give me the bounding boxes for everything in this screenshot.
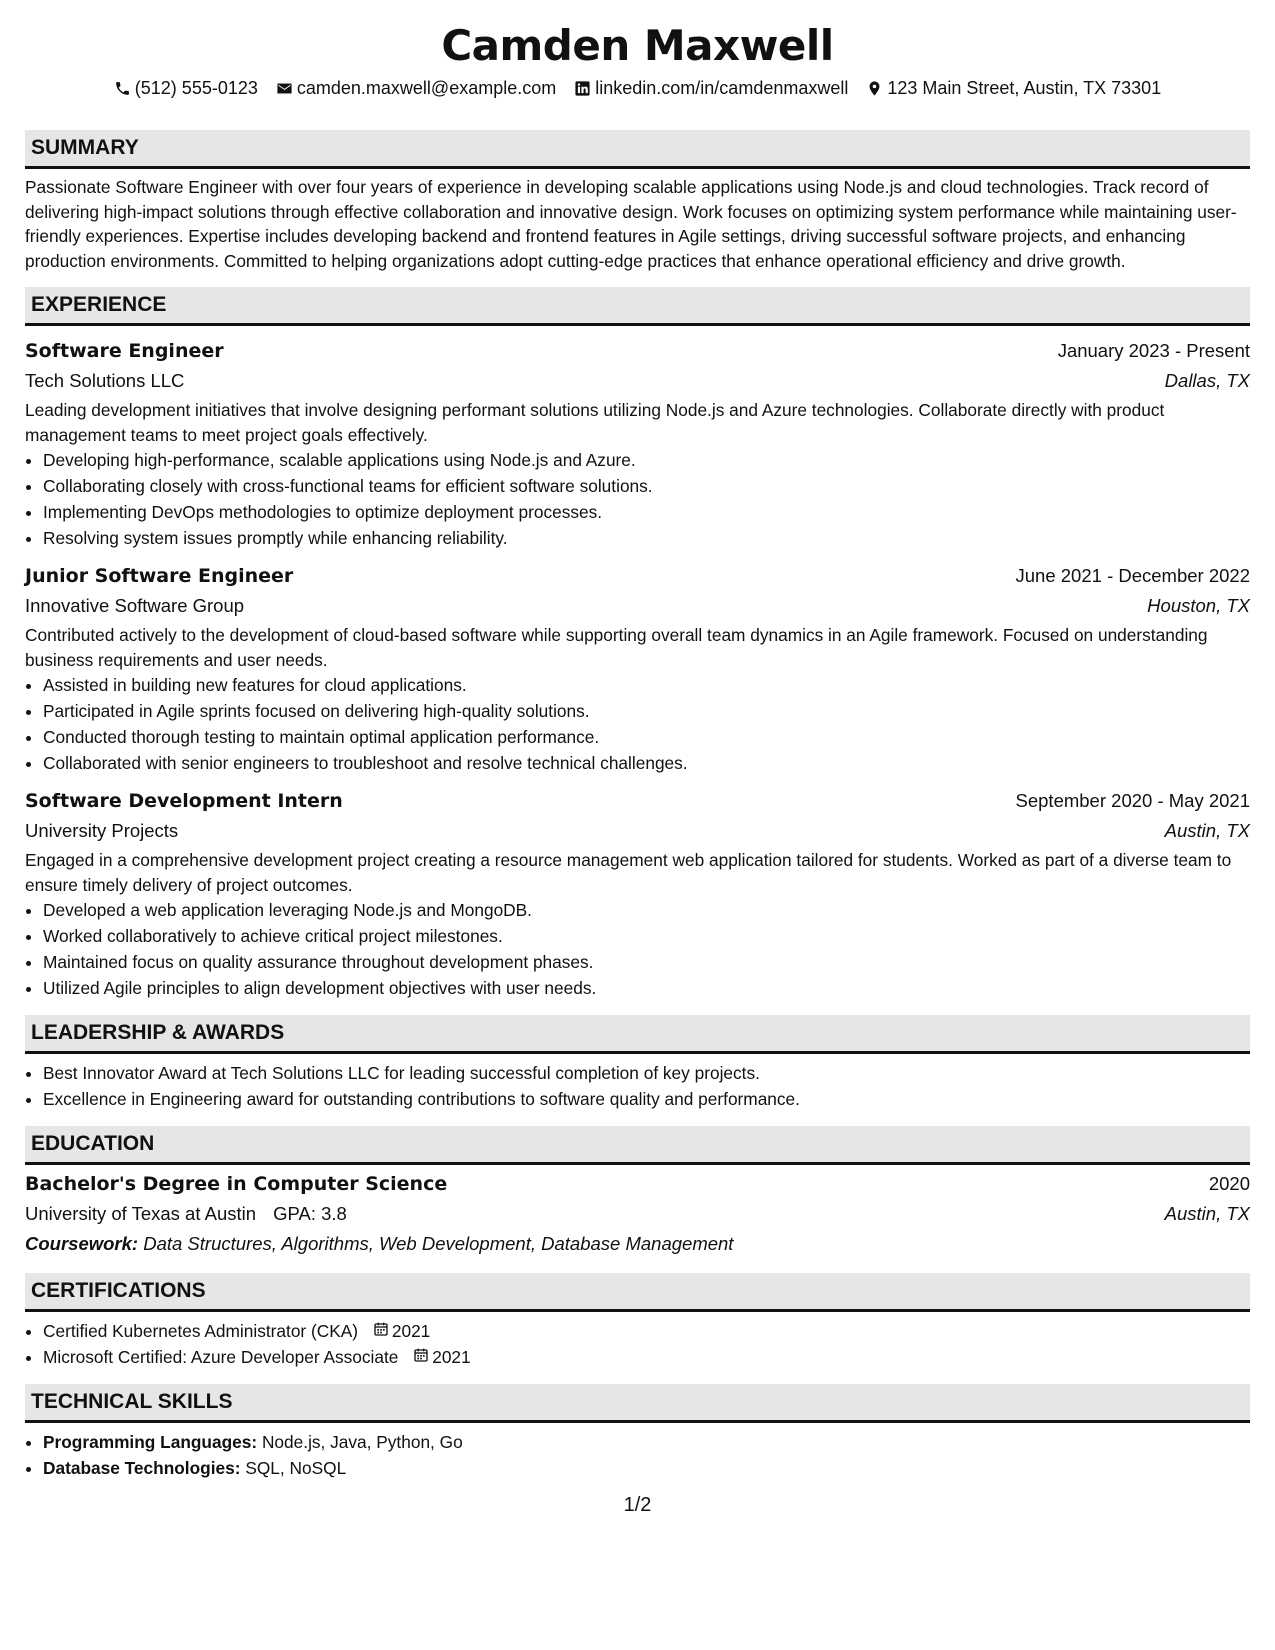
linkedin-icon	[574, 80, 591, 97]
linkedin-text: linkedin.com/in/camdenmaxwell	[595, 78, 849, 98]
envelope-icon	[276, 80, 293, 97]
experience-entry	[25, 786, 1250, 1001]
experience-entry	[25, 561, 1250, 776]
list-item: • Resolving system issues promptly while enhancing reliability.	[43, 525, 1250, 551]
contact-phone[interactable]	[114, 76, 258, 100]
calendar-icon	[373, 1318, 389, 1344]
map-pin-icon	[866, 80, 883, 97]
list-item: • Conducted thorough testing to maintain optimal application performance.	[43, 724, 1250, 750]
job-title: Software Engineer	[25, 340, 224, 362]
contact-address	[866, 76, 1161, 100]
job-location: Austin, TX	[1164, 820, 1250, 841]
job-dates: January 2023 - Present	[1057, 340, 1250, 361]
job-description: Engaged in a comprehensive development project creating a resource management web application tailored for students. Worked as part of a diverse team to ensure timely delivery of project outcomes.	[25, 850, 1232, 895]
list-item: • Utilized Agile principles to align development objectives with user needs.	[43, 975, 1250, 1001]
section-heading-summary: SUMMARY	[25, 130, 1250, 169]
phone-text: (512) 555-0123	[134, 78, 258, 98]
candidate-name: Camden Maxwell	[441, 21, 834, 70]
skill-label: Database Technologies:	[43, 1458, 241, 1478]
job-dates: September 2020 - May 2021	[1015, 790, 1250, 811]
section-heading-skills: TECHNICAL SKILLS	[25, 1384, 1250, 1423]
skills-list	[25, 1429, 1250, 1481]
resume-page	[25, 18, 1250, 1481]
contact-bar	[25, 76, 1250, 100]
job-bullets	[25, 672, 1250, 776]
list-item	[43, 1455, 1250, 1481]
graduation-year: 2020	[1208, 1173, 1250, 1194]
job-description: Leading development initiatives that involve designing performant solutions utilizing Node.js and Azure technologies. Collaborate directly with product management teams to meet project goals effectively.	[25, 400, 1165, 445]
job-title: Junior Software Engineer	[25, 565, 294, 587]
job-description: Contributed actively to the development of cloud-based software while supporting overall team dynamics in an Agile framework. Focused on understanding business requirements and user needs.	[25, 625, 1208, 670]
job-company: Innovative Software Group	[25, 595, 245, 616]
cert-year: 2021	[432, 1347, 471, 1367]
list-item: • Participated in Agile sprints focused on delivering high-quality solutions.	[43, 698, 1250, 724]
skill-value: SQL, NoSQL	[245, 1458, 347, 1478]
contact-linkedin[interactable]	[574, 76, 848, 100]
school-location: Austin, TX	[1164, 1203, 1250, 1224]
section-heading-education: EDUCATION	[25, 1126, 1250, 1165]
list-item: • Collaborating closely with cross-functional teams for efficient software solutions.	[43, 473, 1250, 499]
cert-name: Microsoft Certified: Azure Developer Associate	[43, 1347, 399, 1367]
cert-year: 2021	[391, 1321, 431, 1341]
address-text: 123 Main Street, Austin, TX 73301	[887, 78, 1162, 98]
list-item: • Developing high-performance, scalable applications using Node.js and Azure.	[43, 447, 1250, 473]
job-title: Software Development Intern	[25, 790, 343, 812]
certifications-list	[25, 1318, 1250, 1370]
job-dates: June 2021 - December 2022	[1015, 565, 1250, 586]
job-company: Tech Solutions LLC	[25, 370, 185, 391]
list-item: • Developed a web application leveraging Node.js and MongoDB.	[43, 897, 1250, 923]
school-name: University of Texas at Austin	[25, 1203, 257, 1224]
coursework	[25, 1229, 1250, 1259]
page-number: 1/2	[623, 1494, 652, 1516]
education-entry	[25, 1169, 1250, 1259]
job-bullets	[25, 447, 1250, 551]
list-item: • Collaborated with senior engineers to troubleshoot and resolve technical challenges.	[43, 750, 1250, 776]
experience-entry	[25, 336, 1250, 551]
phone-icon	[114, 80, 131, 97]
section-heading-certifications: CERTIFICATIONS	[25, 1273, 1250, 1312]
job-location: Houston, TX	[1147, 595, 1250, 616]
leadership-list	[25, 1060, 1250, 1112]
coursework-list: Data Structures, Algorithms, Web Development, Database Management	[143, 1233, 734, 1254]
list-item	[43, 1344, 1250, 1370]
email-text: camden.maxwell@example.com	[296, 78, 557, 98]
coursework-label: Coursework:	[25, 1233, 139, 1254]
list-item: • Worked collaboratively to achieve critical project milestones.	[43, 923, 1250, 949]
list-item: • Best Innovator Award at Tech Solutions LLC for leading successful completion of key projects.	[43, 1060, 1250, 1086]
list-item: • Implementing DevOps methodologies to optimize deployment processes.	[43, 499, 1250, 525]
section-heading-leadership: LEADERSHIP & AWARDS	[25, 1015, 1250, 1054]
list-item: • Assisted in building new features for cloud applications.	[43, 672, 1250, 698]
section-heading-experience: EXPERIENCE	[25, 287, 1250, 326]
list-item	[43, 1318, 1250, 1344]
contact-email[interactable]	[276, 76, 556, 100]
list-item	[43, 1429, 1250, 1455]
skill-label: Programming Languages:	[43, 1432, 258, 1452]
summary-text: Passionate Software Engineer with over four years of experience in developing scalable applications using Node.js and cloud technologies. Track record of delivering high-impact solutions through effective collaboration and innovative design. Work focuses on optimizing system performance while maintaining user-friendly experiences. Expertise includes developing backend and frontend features in Agile settings, driving successful software projects, and enhancing production environments. Committed to helping organizations adopt cutting-edge practices that enhance operational efficiency and drive growth.	[25, 177, 1237, 271]
gpa-text: GPA: 3.8	[273, 1203, 347, 1224]
degree-title: Bachelor's Degree in Computer Science	[25, 1173, 448, 1195]
skill-value: Node.js, Java, Python, Go	[261, 1432, 463, 1452]
calendar-icon	[413, 1344, 429, 1370]
job-company: University Projects	[25, 820, 179, 841]
list-item: • Excellence in Engineering award for outstanding contributions to software quality and performance.	[43, 1086, 1250, 1112]
list-item: • Maintained focus on quality assurance throughout development phases.	[43, 949, 1250, 975]
job-bullets	[25, 897, 1250, 1001]
job-location: Dallas, TX	[1164, 370, 1250, 391]
cert-name: Certified Kubernetes Administrator (CKA)	[43, 1321, 359, 1341]
